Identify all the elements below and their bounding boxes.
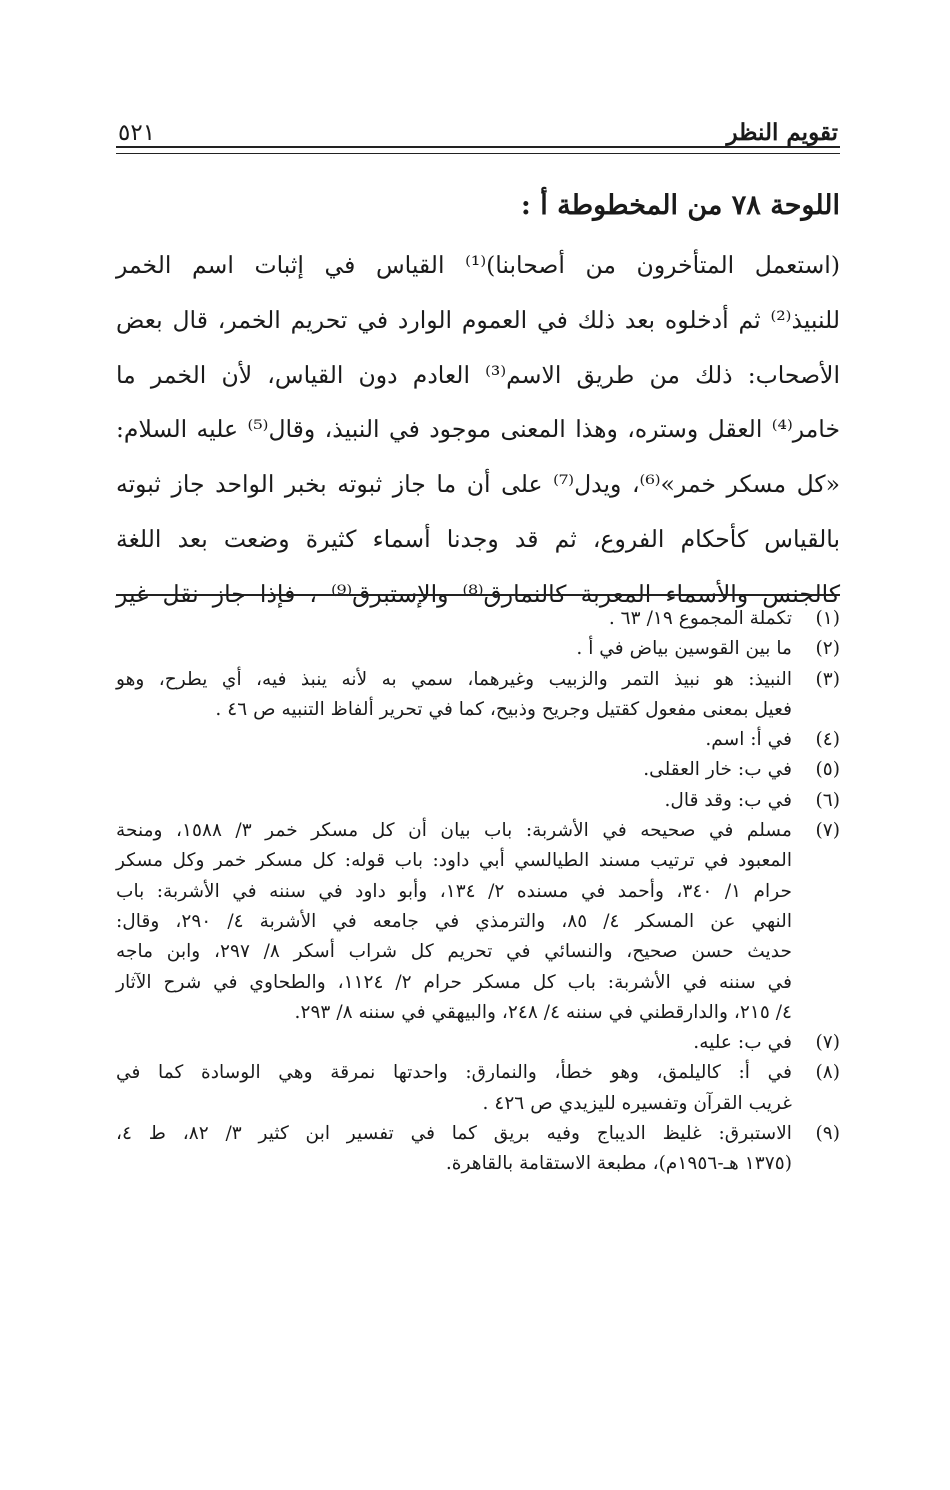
footnote-text [116,755,792,785]
footnote-line: الاستبرق: غليظ الديباج وفيه بريق كما في تفسير ابن كثير ٣/ ٨٢، ط ٤، [116,1123,792,1145]
footnote-line: في أ: اسم. [705,729,792,751]
footnote [116,786,840,816]
paragraph-line: خامر⁽⁴⁾ العقل وستره، وهذا المعنى موجود في النبيذ، وقال⁽⁵⁾ عليه السلام: [116,415,840,444]
paragraph-line: (استعمل المتأخرون من أصحابنا)⁽¹⁾ القياس في إثبات اسم الخمر [116,251,840,279]
footnotes [116,604,840,1180]
footnote-line: حرام ١/ ٣٤٠، وأحمد في مسنده ٢/ ١٣٤، وأبو داود في سننه في الأشربة: باب [116,880,792,902]
footnote-number: (٤) [815,729,840,751]
footnote-number: (٥) [815,759,840,781]
footnote-line: حديث حسن صحيح، والنسائي في تحريم كل شراب أسكر ٨/ ٢٩٧، وابن ماجه [116,941,792,963]
footnote [116,1119,840,1180]
footnote [116,604,840,634]
footnote-line: النبيذ: هو نبيذ التمر والزبيب وغيرهما، سمي به لأنه ينبذ فيه، أي يطرح، وهو [116,668,792,690]
footnote [116,755,840,785]
paragraph-line: «كل مسكر خمر»⁽⁶⁾، ويدل⁽⁷⁾ على أن ما جاز ثبوته بخبر الواحد جاز ثبوته [116,470,840,499]
footnote-text [116,786,792,816]
running-title: تقويم النظر [726,119,838,146]
section-heading: اللوحة ٧٨ من المخطوطة أ : [520,190,840,221]
footnote-text [116,1119,792,1180]
footnote-line: ما بين القوسين بياض في أ . [576,638,792,660]
footnote-line: مسلم في صحيحه في الأشربة: باب بيان أن كل مسكر خمر ٣/ ١٥٨٨، ومنحة [116,820,792,842]
footnote-separator [116,594,840,596]
footnote-number: (٧) [815,1032,840,1054]
main-text [116,178,840,622]
footnote-number: (٣) [815,668,840,690]
footnote-text [116,634,792,664]
footnote-number: (٩) [815,1123,840,1145]
footnote-number: (٢) [815,638,840,660]
footnote-text [116,1058,792,1119]
footnote [116,634,840,664]
footnote [116,1058,840,1119]
footnote-line: (١٣٧٥ هـ-١٩٥٦م)، مطبعة الاستقامة بالقاهرة. [445,1153,792,1175]
footnote-line: تكملة المجموع ١٩/ ٦٣ . [608,608,792,629]
footnote-line: في ب: وقد قال. [664,789,792,811]
footnote-number: (٦) [815,789,840,811]
footnote-number: (٨) [815,1062,840,1084]
footnote-number: (٧) [815,820,840,842]
footnote-line: ٤/ ٢١٥، والدارقطني في سننه ٤/ ٢٤٨، والبيهقي في سننه ٨/ ٢٩٣. [294,1001,792,1023]
paragraph-line: كالجنس والأسماء المعربة كالنمارق⁽⁸⁾ والإستبرق⁽⁹⁾ ، فإذا جاز نقل غير [116,579,841,608]
footnote-text [116,1028,792,1058]
footnote-text [116,816,792,1028]
page-header [118,110,838,146]
footnote-text [116,604,792,634]
footnote-line: في ب: عليه. [693,1032,792,1054]
footnote-text [116,665,792,726]
paragraph-line: للنبيذ⁽²⁾ ثم أدخلوه بعد ذلك في العموم الوارد في تحريم الخمر، قال بعض [116,305,840,334]
footnote-text [116,725,792,755]
footnote-line: النهي عن المسكر ٤/ ٨٥، والترمذي في جامعه في الأشربة ٤/ ٢٩٠، وقال: [116,910,792,932]
footnote [116,725,840,755]
footnote-line: فعيل بمعنى مفعول كقتيل وجريح وذبيح، كما في تحرير ألفاظ التنبيه ص ٤٦ . [215,698,792,720]
header-rule [116,146,840,154]
footnote [116,665,840,726]
paragraph-line: بالقياس كأحكام الفروع، ثم قد وجدنا أسماء كثيرة وضعت بعد اللغة [116,524,840,553]
footnote [116,816,840,1028]
footnote-line: غريب القرآن وتفسيره لليزيدي ص ٤٢٦ . [482,1092,792,1114]
page-number: ٥٢١ [118,120,156,146]
footnote-line: في سننه في الأشربة: باب كل مسكر حرام ٢/ ١١٢٤، والطحاوي في شرح الآثار [116,971,792,993]
footnote-line: في ب: خار العقلى. [643,759,792,781]
paragraph-line: الأصحاب: ذلك من طريق الاسم⁽³⁾ العادم دون القياس، لأن الخمر ما [116,360,840,389]
footnote-number: (١) [815,608,840,629]
footnote-line: في أ: كاليلمق، وهو خطأ، والنمارق: واحدتها نمرقة وهي الوسادة كما في [116,1062,792,1084]
footnote [116,1028,840,1058]
footnote-line: المعبود في ترتيب مسند الطيالسي أبي داود: باب قوله: كل مسكر خمر وكل مسكر [116,850,792,872]
